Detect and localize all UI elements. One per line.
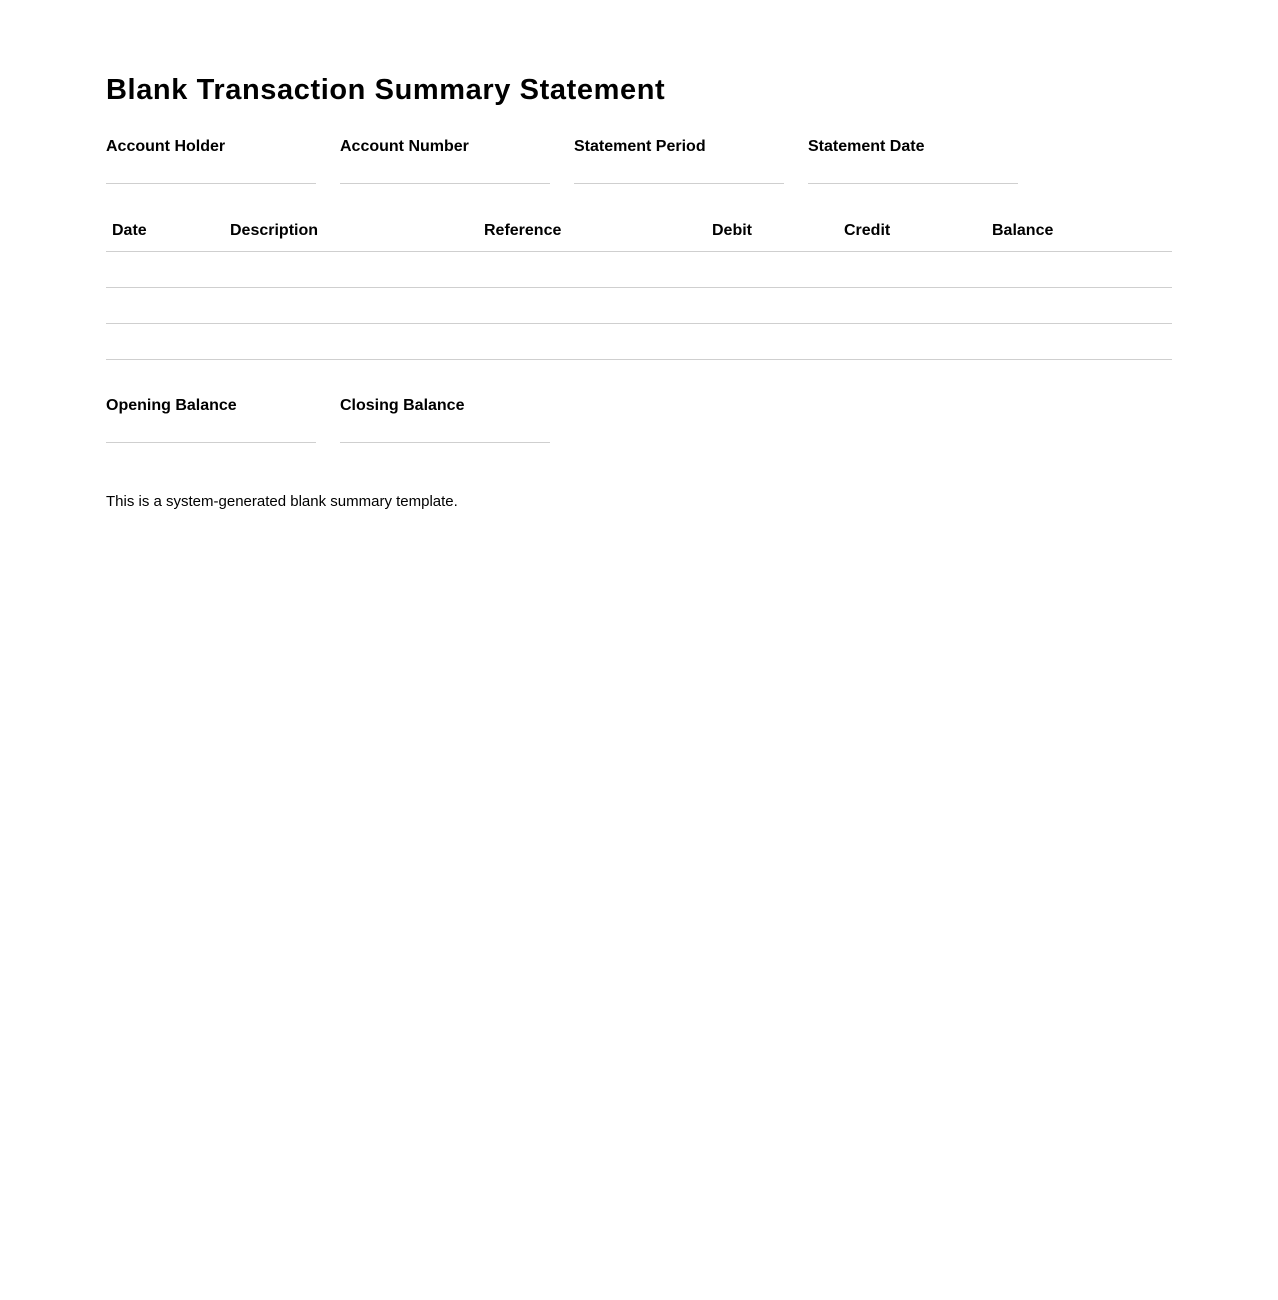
account-number-field [340, 137, 550, 184]
table-cell [106, 324, 224, 360]
account-number-line [340, 183, 550, 184]
account-holder-label: Account Holder [106, 138, 226, 155]
table-cell [838, 324, 986, 360]
table-cell [706, 288, 838, 324]
table-cell [986, 324, 1172, 360]
account-holder-line [106, 183, 316, 184]
table-cell [478, 288, 706, 324]
table-cell [838, 288, 986, 324]
closing-balance-field [340, 396, 550, 443]
account-number-label: Account Number [340, 138, 469, 155]
footer-note: This is a system-generated blank summary template. [106, 493, 458, 510]
statement-period-line [574, 183, 784, 184]
closing-balance-line [340, 442, 550, 443]
column-header-date: Date [106, 221, 224, 252]
column-header-description: Description [224, 221, 478, 252]
table-cell [224, 288, 478, 324]
table-cell [478, 252, 706, 288]
statement-page [0, 0, 1172, 511]
balance-fields [106, 396, 1172, 443]
table-cell [706, 324, 838, 360]
transaction-table [106, 221, 1172, 360]
opening-balance-field [106, 396, 316, 443]
closing-balance-label: Closing Balance [340, 397, 465, 414]
account-fields [106, 137, 1172, 184]
column-header-debit: Debit [706, 221, 838, 252]
table-row [106, 252, 1172, 288]
table-cell [224, 252, 478, 288]
table-cell [838, 252, 986, 288]
statement-date-field [808, 137, 1018, 184]
table-cell [478, 324, 706, 360]
table-cell [706, 252, 838, 288]
column-header-credit: Credit [838, 221, 986, 252]
column-header-reference: Reference [478, 221, 706, 252]
statement-period-label: Statement Period [574, 138, 706, 155]
opening-balance-label: Opening Balance [106, 397, 237, 414]
table-cell [224, 324, 478, 360]
page-title: Blank Transaction Summary Statement [106, 74, 666, 106]
table-cell [106, 288, 224, 324]
statement-date-line [808, 183, 1018, 184]
table-header-row [106, 221, 1172, 252]
statement-period-field [574, 137, 784, 184]
account-holder-field [106, 137, 316, 184]
table-cell [986, 288, 1172, 324]
table-row [106, 324, 1172, 360]
statement-date-label: Statement Date [808, 138, 925, 155]
table-row [106, 288, 1172, 324]
table-cell [106, 252, 224, 288]
column-header-balance: Balance [986, 221, 1172, 252]
table-cell [986, 252, 1172, 288]
opening-balance-line [106, 442, 316, 443]
